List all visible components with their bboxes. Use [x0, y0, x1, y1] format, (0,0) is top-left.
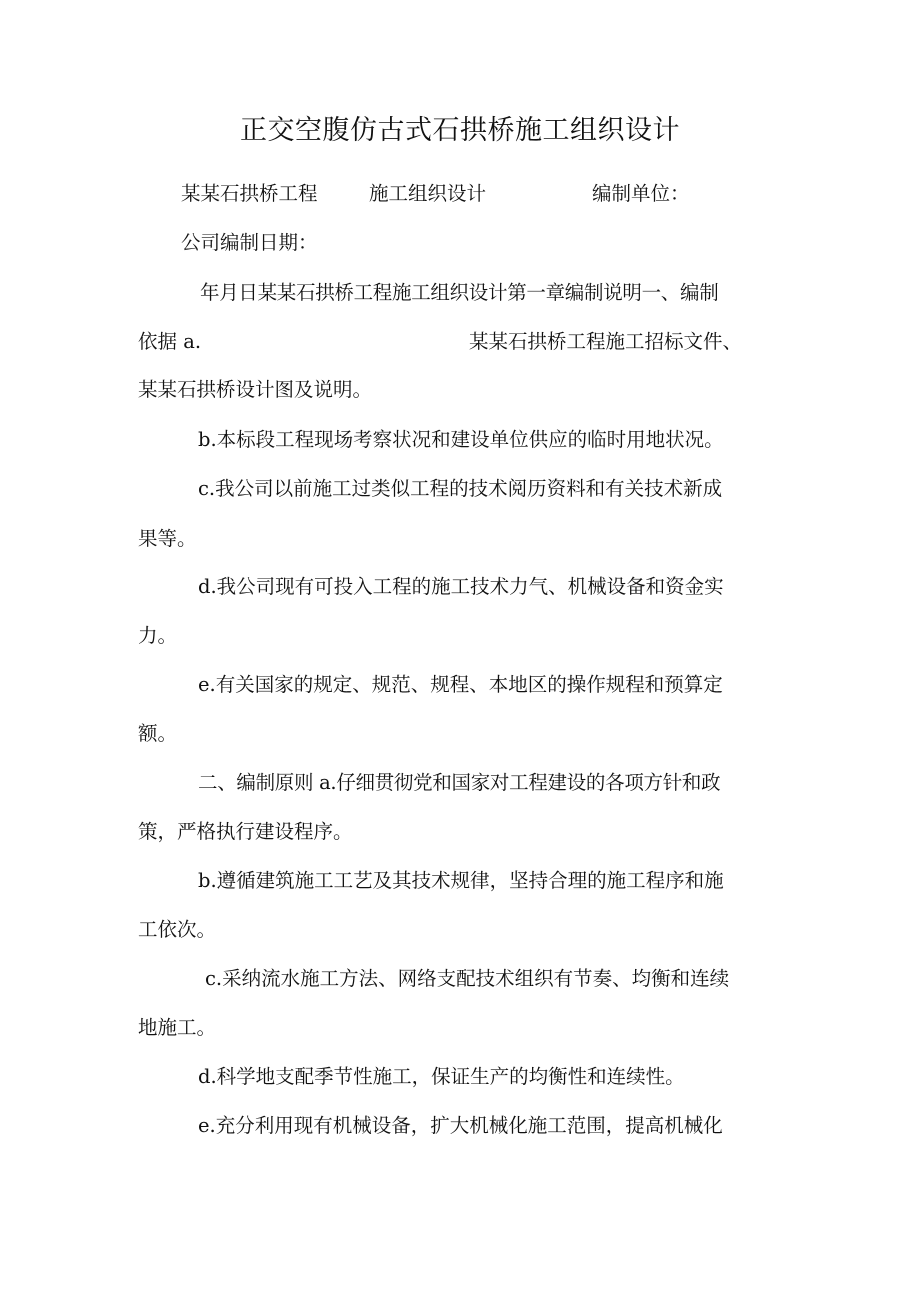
- paragraph-line: d.科学地支配季节性施工，保证生产的均衡性和连续性。: [198, 1065, 685, 1088]
- paragraph-line: c.我公司以前施工过类似工程的技术阅历资料和有关技术新成: [198, 477, 723, 500]
- document-title: 正交空腹仿古式石拱桥施工组织设计: [240, 115, 680, 146]
- paragraph-line: 依据 a.: [138, 330, 202, 353]
- paragraph-line: 策，严格执行建设程序。: [138, 820, 353, 843]
- header-doc-type: 施工组织设计: [369, 182, 487, 205]
- paragraph-line: 果等。: [138, 527, 197, 550]
- header-date-label: 公司编制日期：: [181, 231, 318, 254]
- paragraph-line: c.采纳流水施工方法、网络支配技术组织有节奏、均衡和连续: [205, 967, 730, 990]
- paragraph-line: 额。: [138, 722, 178, 745]
- paragraph-line: 工依次。: [138, 918, 217, 941]
- paragraph-line: e.有关国家的规定、规范、规程、本地区的操作规程和预算定: [198, 673, 723, 696]
- paragraph-line: d.我公司现有可投入工程的施工技术力气、机械设备和资金实: [198, 575, 724, 598]
- paragraph-line: e.充分利用现有机械设备，扩大机械化施工范围，提高机械化: [198, 1114, 723, 1137]
- paragraph-line: b.遵循建筑施工工艺及其技术规律，坚持合理的施工程序和施: [198, 869, 724, 892]
- paragraph-line: b.本标段工程现场考察状况和建设单位供应的临时用地状况。: [198, 428, 724, 451]
- paragraph-line: 地施工。: [138, 1016, 217, 1039]
- header-project: 某某石拱桥工程: [181, 182, 318, 205]
- paragraph-line: 某某石拱桥工程施工招标文件、: [469, 330, 743, 353]
- paragraph-line: 二、编制原则 a.仔细贯彻党和国家对工程建设的各项方针和政: [198, 771, 721, 794]
- paragraph-line: 某某石拱桥设计图及说明。: [138, 378, 373, 401]
- paragraph-line: 力。: [138, 624, 178, 647]
- header-unit-label: 编制单位：: [592, 182, 690, 205]
- paragraph-line: 年月日某某石拱桥工程施工组织设计第一章编制说明一、编制: [200, 281, 719, 304]
